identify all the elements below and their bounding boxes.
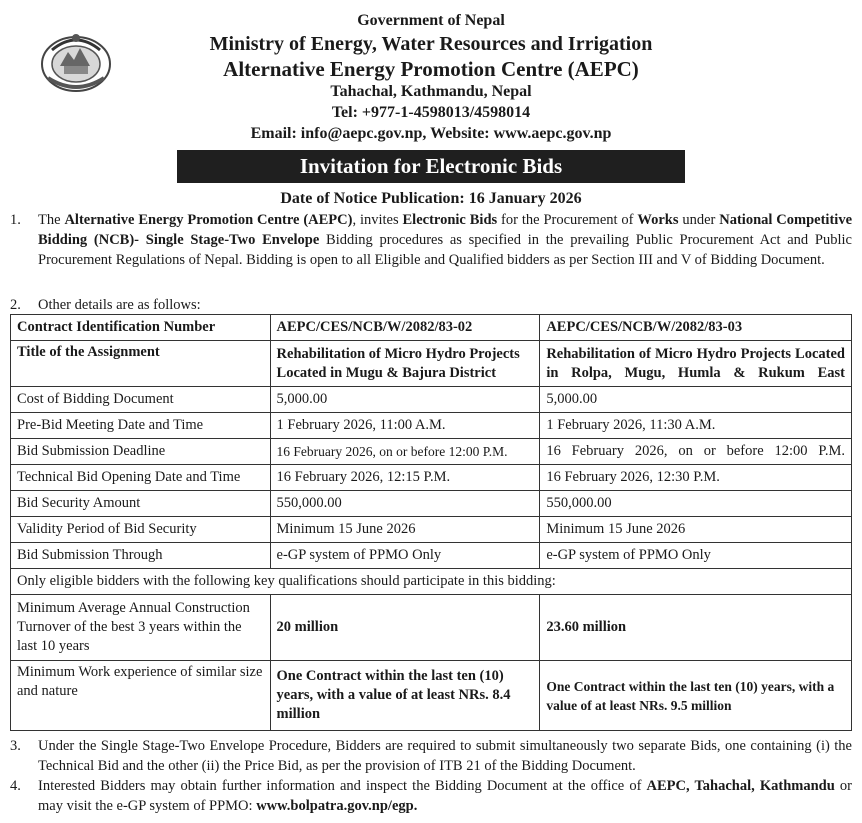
table-row <box>11 491 852 517</box>
notice-header <box>0 0 862 150</box>
row-value-1: 16 February 2026, 12:15 P.M. <box>270 465 540 491</box>
text-run: for the Procurement of <box>497 212 638 228</box>
row-label: Cost of Bidding Document <box>11 387 271 413</box>
egp-link[interactable]: www.bolpatra.gov.np/egp. <box>256 798 418 814</box>
table-header-label: Contract Identification Number <box>11 315 271 341</box>
paragraph-2 <box>10 295 852 315</box>
row-value-1: 5,000.00 <box>270 387 540 413</box>
row-value-2: 1 February 2026, 11:30 A.M. <box>540 413 852 439</box>
paragraph-text: Other details are as follows: <box>38 297 201 313</box>
table-row <box>11 413 852 439</box>
paragraph-number: 3. <box>10 738 21 754</box>
row-value-2: 16 February 2026, 12:30 P.M. <box>540 465 852 491</box>
email-website: Email: info@aepc.gov.np, Website: www.aepc.gov.np <box>250 125 612 142</box>
paragraph-4 <box>10 776 852 816</box>
row-label: Technical Bid Opening Date and Time <box>11 465 271 491</box>
table-row <box>11 569 852 595</box>
centre-name: Alternative Energy Promotion Centre (AEPC) <box>223 57 639 81</box>
table-row <box>11 315 852 341</box>
qualification-note: Only eligible bidders with the following key qualifications should participate in this bidding: <box>11 569 852 595</box>
row-value-2: e-GP system of PPMO Only <box>540 543 852 569</box>
assignment-title-1: Rehabilitation of Micro Hydro Projects Located in Mugu & Bajura District <box>270 341 540 387</box>
row-value-2: 16 February 2026, on or before 12:00 P.M. <box>540 439 852 465</box>
page-title: Invitation for Electronic Bids <box>177 150 685 183</box>
text-bold: Works <box>637 212 679 228</box>
table-row <box>11 595 852 661</box>
table-row <box>11 341 852 387</box>
text-run: under <box>678 212 720 228</box>
experience-value-1: One Contract within the last ten (10) years, with a value of at least NRs. 8.4 million <box>270 661 540 731</box>
text-run: The <box>38 212 65 228</box>
row-value-2: 5,000.00 <box>540 387 852 413</box>
table-row <box>11 543 852 569</box>
paragraph-1 <box>10 210 852 270</box>
row-label: Pre-Bid Meeting Date and Time <box>11 413 271 439</box>
text-run: or may visit the e-GP system of PPMO: <box>38 778 852 814</box>
assignment-title-2: Rehabilitation of Micro Hydro Projects Located in Rolpa, Mugu, Humla & Rukum East <box>540 341 852 387</box>
text-run: , invites <box>352 212 403 228</box>
text-run: Bidding procedures as specified in the prevailing Public Procurement Act and Public Procurement Regulations of Nepal. Bidding is open to all Eligible and Qualified bidders as per Section III and V of Bidding Document. <box>38 232 852 268</box>
turnover-value-1: 20 million <box>270 595 540 661</box>
paragraph-number: 1. <box>10 212 21 228</box>
text-run: Interested Bidders may obtain further information and inspect the Bidding Document at the office of <box>38 778 647 794</box>
row-value-1: Minimum 15 June 2026 <box>270 517 540 543</box>
table-row <box>11 661 852 731</box>
row-value-1: 550,000.00 <box>270 491 540 517</box>
table-row <box>11 517 852 543</box>
paragraph-text: Under the Single Stage-Two Envelope Procedure, Bidders are required to submit simultaneously two separate Bids, one containing (i) the Technical Bid and the other (ii) the Price Bid, as per the provision of ITB 21 of the Bidding Document. <box>38 738 852 774</box>
row-label: Bid Security Amount <box>11 491 271 517</box>
paragraph-number: 2. <box>10 297 21 313</box>
row-label: Bid Submission Through <box>11 543 271 569</box>
experience-label: Minimum Work experience of similar size and nature <box>11 661 271 731</box>
address: Tahachal, Kathmandu, Nepal <box>330 83 532 100</box>
row-label: Validity Period of Bid Security <box>11 517 271 543</box>
row-label: Title of the Assignment <box>11 341 271 387</box>
text-bold: Alternative Energy Promotion Centre (AEPC) <box>64 212 353 228</box>
paragraph-3 <box>10 736 852 776</box>
contract-id-2: AEPC/CES/NCB/W/2082/83-03 <box>540 315 852 341</box>
experience-value-2: One Contract within the last ten (10) years, with a value of at least NRs. 9.5 million <box>540 661 852 731</box>
row-value-1: 16 February 2026, on or before 12:00 P.M. <box>270 439 540 465</box>
row-value-2: Minimum 15 June 2026 <box>540 517 852 543</box>
paragraph-text <box>38 210 852 270</box>
text-bold: National Competitive Bidding (NCB)- Single Stage-Two Envelope <box>38 212 853 248</box>
table-row <box>11 465 852 491</box>
telephone: Tel: +977-1-4598013/4598014 <box>331 104 531 121</box>
government-name: Government of Nepal <box>357 12 505 29</box>
table-row <box>11 387 852 413</box>
text-bold: Electronic Bids <box>402 212 498 228</box>
turnover-value-2: 23.60 million <box>540 595 852 661</box>
notice-publication-date: Date of Notice Publication: 16 January 2026 <box>280 190 582 207</box>
paragraph-number: 4. <box>10 778 21 794</box>
contract-id-1: AEPC/CES/NCB/W/2082/83-02 <box>270 315 540 341</box>
row-value-1: 1 February 2026, 11:00 A.M. <box>270 413 540 439</box>
ministry-name: Ministry of Energy, Water Resources and Irrigation <box>209 33 653 55</box>
text-bold: AEPC, Tahachal, Kathmandu <box>646 778 835 794</box>
row-label: Bid Submission Deadline <box>11 439 271 465</box>
row-value-1: e-GP system of PPMO Only <box>270 543 540 569</box>
paragraph-text <box>38 776 852 816</box>
turnover-label: Minimum Average Annual Construction Turnover of the best 3 years within the last 10 years <box>11 595 271 661</box>
table-row <box>11 439 852 465</box>
bid-details-table <box>10 314 852 731</box>
row-value-2: 550,000.00 <box>540 491 852 517</box>
